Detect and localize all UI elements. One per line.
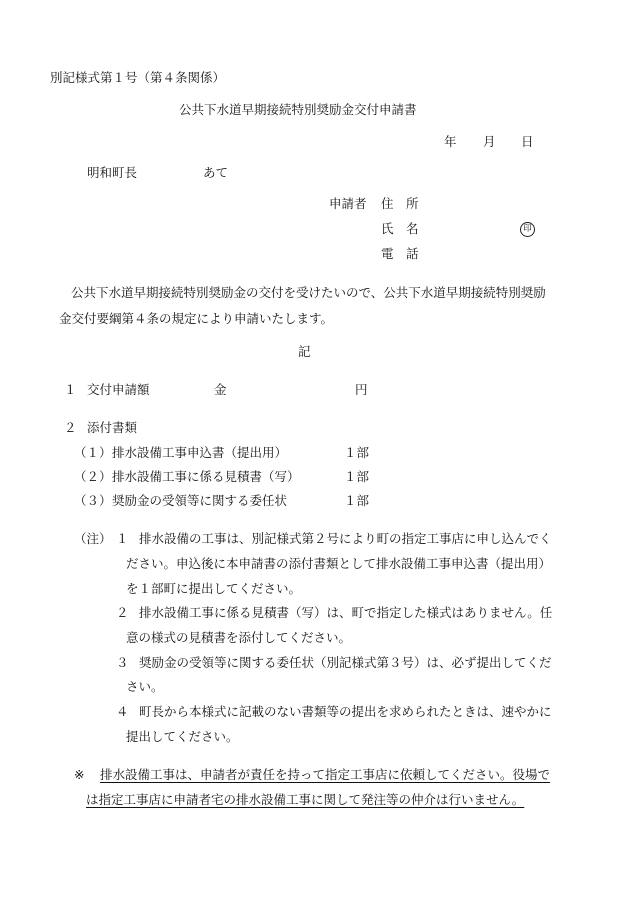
attachment-quantity: １部: [344, 445, 370, 460]
addressee: 明和町長: [87, 165, 138, 180]
note-number: ４: [116, 704, 129, 719]
warning-line-1: 排水設備工事は、申請者が責任を持って指定工事店に依頼してください。役場で: [100, 767, 551, 782]
ki-heading: 記: [298, 344, 311, 359]
note-line: ださい。申込後に本申請書の添付書類として排水設備工事申込書（提出用）: [126, 556, 552, 571]
item2-number: ２: [64, 420, 77, 435]
attachment-number: （３）: [74, 493, 112, 508]
address-label: 住 所: [381, 196, 419, 211]
note-number: １: [116, 531, 129, 546]
attachment-quantity: １部: [344, 469, 370, 484]
note-line: 排水設備工事に係る見積書（写）は、町で指定した様式はありません。任: [139, 605, 553, 620]
warning-line-2: は指定工事店に申請者宅の排水設備工事に関して発注等の仲介は行いません。: [86, 792, 525, 807]
attachment-quantity: １部: [344, 493, 370, 508]
name-label: 氏 名: [381, 221, 419, 236]
phone-label: 電 話: [381, 246, 419, 261]
note-line: 町長から本様式に記載のない書類等の提出を求められたときは、速やかに: [139, 704, 552, 719]
item2-label: 添付書類: [87, 420, 138, 435]
body-line-1: 公共下水道早期接続特別奨励金の交付を受けたいので、公共下水道早期接続特別奨励: [71, 285, 546, 300]
attachment-name: 奨励金の受領等に関する委任状: [112, 493, 288, 508]
warning-mark: ※: [74, 767, 85, 782]
attachment-number: （２）: [74, 469, 112, 484]
date-month-label: 月: [483, 134, 496, 149]
attachment-name: 排水設備工事申込書（提出用）: [112, 445, 288, 460]
item1-number: １: [64, 382, 77, 397]
attachment-name: 排水設備工事に係る見積書（写）: [112, 469, 300, 484]
note-line: さい。: [126, 679, 164, 694]
form-number: 別記様式第１号（第４条関係）: [50, 70, 226, 85]
date-day-label: 日: [521, 134, 534, 149]
note-line: 意の様式の見積書を添付してください。: [126, 630, 352, 645]
document-title: 公共下水道早期接続特別奨励金交付申請書: [179, 102, 417, 117]
seal-mark: 印: [520, 222, 535, 237]
note-number: ３: [116, 655, 129, 670]
currency-label: 金: [214, 382, 227, 397]
addressee-suffix: あて: [203, 165, 229, 180]
date-year-label: 年: [444, 134, 457, 149]
note-line: 排水設備の工事は、別記様式第２号により町の指定工事店に申し込んでく: [139, 531, 552, 546]
notes-label: （注）: [74, 531, 112, 546]
item1-label: 交付申請額: [87, 382, 150, 397]
applicant-label: 申請者: [329, 196, 367, 211]
body-line-2: 金交付要綱第４条の規定により申請いたします。: [59, 311, 334, 326]
yen-unit: 円: [355, 382, 368, 397]
note-line: 提出してください。: [126, 729, 239, 744]
note-line: 奨励金の受領等に関する委任状（別記様式第３号）は、必ず提出してくだ: [139, 655, 552, 670]
note-line: を１部町に提出してください。: [126, 581, 302, 596]
attachment-number: （１）: [74, 445, 112, 460]
note-number: ２: [116, 605, 129, 620]
